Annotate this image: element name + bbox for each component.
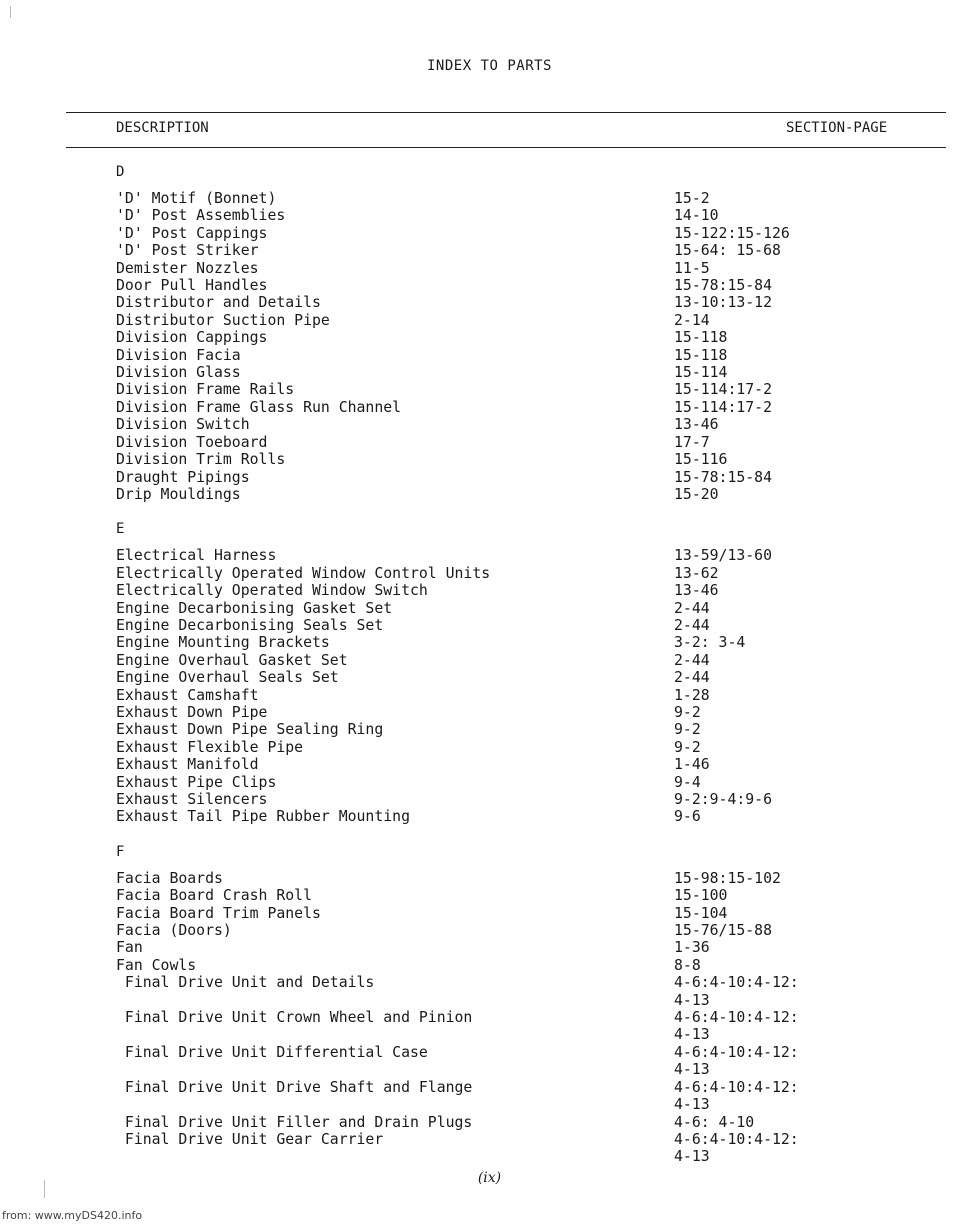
index-row: [0, 957, 979, 974]
part-description: Facia Board Trim Panels: [116, 904, 321, 922]
index-row: [0, 1148, 979, 1165]
part-description: Engine Overhaul Seals Set: [116, 669, 339, 687]
part-description: Fan: [116, 939, 143, 957]
part-description: Exhaust Down Pipe: [116, 703, 268, 721]
section-page-ref: 13-46: [674, 416, 719, 434]
section-page-ref: 3-2: 3-4: [674, 634, 746, 652]
section-page-ref: 2-44: [674, 616, 710, 634]
part-description: [0, 992, 674, 1009]
index-row: [0, 739, 979, 756]
part-description: Exhaust Down Pipe Sealing Ring: [116, 721, 384, 739]
section-page-ref: 2-44: [674, 599, 710, 617]
index-row: [0, 565, 979, 582]
section-page-ref: 4-13: [674, 1148, 710, 1166]
part-description: Engine Mounting Brackets: [116, 634, 330, 652]
section-page-ref: 11-5: [674, 259, 710, 277]
part-description: Exhaust Silencers: [116, 791, 268, 808]
index-row: [0, 922, 979, 939]
section-page-ref: 2-14: [674, 311, 710, 329]
index-row: [0, 469, 979, 486]
part-description: Electrical Harness: [116, 547, 277, 565]
part-description: Division Toeboard: [116, 433, 268, 451]
section-page-ref: 4-6:4-10:4-12:: [674, 1078, 799, 1096]
section-page-ref: 9-2: [674, 703, 701, 721]
index-row: [0, 1009, 979, 1026]
section-letter: D: [116, 164, 125, 180]
index-row: [0, 277, 979, 294]
part-description: Electrically Operated Window Control Units: [116, 564, 491, 582]
part-description: Exhaust Flexible Pipe: [116, 738, 304, 756]
part-description: Facia (Doors): [116, 922, 232, 940]
section-page-ref: 15-118: [674, 329, 728, 347]
section-page-ref: 1-36: [674, 939, 710, 957]
section-page-ref: 9-6: [674, 808, 701, 826]
index-row: [0, 992, 979, 1009]
index-row: [0, 225, 979, 242]
scan-mark: [10, 6, 11, 18]
part-description: Exhaust Pipe Clips: [116, 773, 277, 791]
section-page-ref: 8-8: [674, 956, 701, 974]
index-row: [0, 939, 979, 956]
section-page-ref: 4-6: 4-10: [674, 1113, 755, 1131]
index-row: [0, 905, 979, 922]
index-section-f: [0, 844, 979, 1166]
index-row: [0, 617, 979, 634]
index-row: [0, 294, 979, 311]
section-page-ref: 2-44: [674, 669, 710, 687]
index-row: [0, 486, 979, 503]
part-description: Final Drive Unit Filler and Drain Plugs: [116, 1113, 473, 1131]
section-letter: E: [116, 521, 125, 538]
part-description: 'D' Post Assemblies: [116, 207, 286, 225]
index-row: [0, 634, 979, 651]
header-bottom-rule: [66, 147, 946, 148]
index-row: [0, 687, 979, 704]
section-page-ref: 9-4: [674, 773, 701, 791]
part-description: Door Pull Handles: [116, 277, 268, 295]
part-description: Demister Nozzles: [116, 259, 259, 277]
part-description: Exhaust Tail Pipe Rubber Mounting: [116, 808, 410, 826]
section-page-ref: 15-104: [674, 904, 728, 922]
part-description: Fan Cowls: [116, 956, 197, 974]
parts-index-list: [0, 164, 979, 1166]
index-row: [0, 1026, 979, 1043]
section-page-ref: 9-2: [674, 738, 701, 756]
section-page-ref: 4-13: [674, 1096, 710, 1114]
section-page-ref: 4-6:4-10:4-12:: [674, 974, 799, 992]
part-description: Division Frame Glass Run Channel: [116, 398, 402, 416]
page-number: (ix): [477, 1170, 502, 1186]
part-description: 'D' Post Cappings: [116, 224, 268, 242]
index-row: [0, 887, 979, 904]
part-description: Exhaust Manifold: [116, 756, 259, 774]
section-page-ref: 13-59/13-60: [674, 547, 772, 565]
part-description: Facia Board Crash Roll: [116, 887, 312, 905]
section-page-ref: 13-46: [674, 582, 719, 600]
index-row: [0, 721, 979, 738]
part-description: Division Trim Rolls: [116, 451, 286, 469]
section-page-ref: 15-114: [674, 364, 728, 382]
part-description: 'D' Post Striker: [116, 242, 259, 260]
header-top-rule: [66, 112, 946, 113]
index-row: [0, 704, 979, 721]
part-description: Division Frame Rails: [116, 381, 295, 399]
part-description: Electrically Operated Window Switch: [116, 582, 428, 600]
index-row: [0, 381, 979, 398]
part-description: [0, 1026, 674, 1043]
section-page-ref: 4-6:4-10:4-12:: [674, 1043, 799, 1061]
part-description: Final Drive Unit Gear Carrier: [116, 1130, 384, 1148]
part-description: Drip Mouldings: [116, 485, 241, 503]
index-row: [0, 207, 979, 224]
index-row: [0, 190, 979, 207]
section-page-ref: 1-46: [674, 756, 710, 774]
index-row: [0, 1096, 979, 1113]
index-row: [0, 260, 979, 277]
part-description: Engine Decarbonising Gasket Set: [116, 599, 393, 617]
section-page-ref: 4-13: [674, 1061, 710, 1079]
part-description: Final Drive Unit Drive Shaft and Flange: [116, 1078, 473, 1096]
index-row: [0, 434, 979, 451]
index-row: [0, 600, 979, 617]
index-row: [0, 652, 979, 669]
index-row: [0, 416, 979, 433]
part-description: [0, 1061, 674, 1078]
section-page-ref: 15-20: [674, 485, 719, 503]
index-row: [0, 808, 979, 825]
index-row: [0, 774, 979, 791]
section-page-ref: 14-10: [674, 207, 719, 225]
section-page-ref: 4-13: [674, 1026, 710, 1044]
index-row: [0, 582, 979, 599]
part-description: Division Cappings: [116, 329, 268, 347]
section-page-ref: 15-98:15-102: [674, 869, 781, 887]
section-page-ref: 15-118: [674, 346, 728, 364]
section-page-ref: 2-44: [674, 651, 710, 669]
part-description: Distributor and Details: [116, 294, 321, 312]
part-description: Draught Pipings: [116, 468, 250, 486]
section-page-ref: 15-116: [674, 451, 728, 469]
index-row: [0, 312, 979, 329]
index-row: [0, 669, 979, 686]
index-row: [0, 1131, 979, 1148]
section-page-ref: 15-2: [674, 190, 710, 207]
section-page-ref: 15-114:17-2: [674, 381, 772, 399]
section-page-ref: 15-100: [674, 887, 728, 905]
index-section-d: [0, 164, 979, 503]
index-row: [0, 547, 979, 564]
section-page-ref: 15-76/15-88: [674, 922, 772, 940]
source-watermark: from: www.myDS420.info: [2, 1209, 143, 1222]
index-row: [0, 1114, 979, 1131]
index-row: [0, 756, 979, 773]
index-section-e: [0, 521, 979, 826]
part-description: Facia Boards: [116, 869, 223, 887]
index-row: [0, 1079, 979, 1096]
section-page-ref: 1-28: [674, 686, 710, 704]
index-row: [0, 399, 979, 416]
index-row: [0, 1061, 979, 1078]
part-description: Division Glass: [116, 364, 241, 382]
index-row: [0, 242, 979, 259]
index-row: [0, 364, 979, 381]
index-row: [0, 1044, 979, 1061]
section-page-ref: 13-10:13-12: [674, 294, 772, 312]
index-row: [0, 791, 979, 808]
part-description: 'D' Motif (Bonnet): [116, 190, 277, 207]
index-row: [0, 329, 979, 346]
part-description: Distributor Suction Pipe: [116, 311, 330, 329]
section-page-ref: 15-64: 15-68: [674, 242, 781, 260]
section-page-ref: 9-2: [674, 721, 701, 739]
section-page-ref: 4-13: [674, 991, 710, 1009]
part-description: Final Drive Unit and Details: [116, 974, 375, 992]
part-description: Final Drive Unit Crown Wheel and Pinion: [116, 1009, 473, 1027]
column-header-section-page: SECTION-PAGE: [786, 120, 888, 136]
section-page-ref: 13-62: [674, 564, 719, 582]
section-page-ref: 4-6:4-10:4-12:: [674, 1130, 799, 1148]
section-page-ref: 4-6:4-10:4-12:: [674, 1009, 799, 1027]
part-description: Engine Decarbonising Seals Set: [116, 616, 384, 634]
section-page-ref: 17-7: [674, 433, 710, 451]
column-header-description: DESCRIPTION: [116, 120, 209, 136]
part-description: Division Switch: [116, 416, 250, 434]
part-description: Exhaust Camshaft: [116, 686, 259, 704]
section-page-ref: 15-114:17-2: [674, 398, 772, 416]
index-row: [0, 451, 979, 468]
section-page-ref: 9-2:9-4:9-6: [674, 791, 772, 808]
index-row: [0, 347, 979, 364]
part-description: [0, 1148, 674, 1165]
part-description: Division Facia: [116, 346, 241, 364]
section-page-ref: 15-122:15-126: [674, 224, 790, 242]
section-letter: F: [116, 843, 125, 860]
part-description: Final Drive Unit Differential Case: [116, 1043, 428, 1061]
scan-mark: [44, 1180, 45, 1198]
part-description: [0, 1096, 674, 1113]
page-title: INDEX TO PARTS: [426, 58, 552, 74]
section-page-ref: 15-78:15-84: [674, 468, 772, 486]
section-page-ref: 15-78:15-84: [674, 277, 772, 295]
index-row: [0, 974, 979, 991]
part-description: Engine Overhaul Gasket Set: [116, 651, 348, 669]
index-row: [0, 870, 979, 887]
